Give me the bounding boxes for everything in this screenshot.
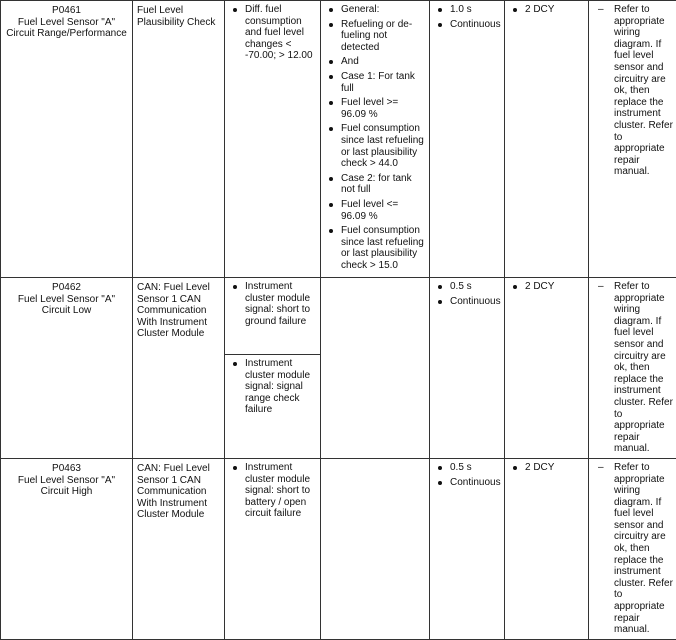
time-required — [430, 278, 505, 459]
malfunction-criteria — [225, 278, 321, 459]
list-item: Diff. fuel consumption and fuel level changes < -70.00; > 12.00 — [228, 4, 317, 62]
dtc-code: P0463 — [4, 463, 129, 475]
list-item: Case 2: for tank not full — [324, 173, 426, 196]
list-item: Fuel consumption since last refueling or last plausibility check > 15.0 — [324, 225, 426, 271]
list-item: Instrument cluster module signal: signal range check failure — [228, 358, 317, 416]
threshold-cell — [321, 458, 430, 639]
malfunction-criteria — [225, 458, 321, 639]
time-required — [430, 1, 505, 278]
list-item: Instrument cluster module signal: short to ground failure — [228, 281, 317, 327]
service-action — [589, 458, 676, 639]
dtc-description: Fuel Level Sensor "A" Circuit Range/Performance — [4, 17, 129, 40]
list-item: Refueling or de-fueling not detected — [324, 19, 426, 54]
list-item: Fuel consumption since last refueling or last plausibility check > 44.0 — [324, 123, 426, 169]
dtc-code: P0461 — [4, 5, 129, 17]
list-item: Case 1: For tank full — [324, 71, 426, 94]
time-required — [430, 458, 505, 639]
list-item: 2 DCY — [508, 4, 585, 16]
monitor-strategy: CAN: Fuel Level Sensor 1 CAN Communication With Instrument Cluster Module — [133, 458, 225, 639]
list-item: 0.5 s — [433, 462, 501, 474]
list-item: 1.0 s — [433, 4, 501, 16]
list-item: 2 DCY — [508, 462, 585, 474]
list-item: Instrument cluster module signal: short to battery / open circuit failure — [228, 462, 317, 520]
list-item: Continuous — [433, 19, 501, 31]
list-item: 2 DCY — [508, 281, 585, 293]
list-item: And — [324, 56, 426, 68]
list-item: Fuel level <= 96.09 % — [324, 199, 426, 222]
dtc-description: Fuel Level Sensor "A" Circuit Low — [4, 294, 129, 317]
list-item: Continuous — [433, 296, 501, 308]
threshold-cell — [321, 1, 430, 278]
table-row — [1, 1, 676, 278]
list-item: – Refer to appropriate wiring diagram. If fuel level sensor and circuitry are ok, then replace the instrument cluster. Refer to appropriate repair manual. — [592, 4, 673, 178]
list-item: General: — [324, 4, 426, 16]
dtc-code: P0462 — [4, 282, 129, 294]
table-row — [1, 458, 676, 639]
monitor-strategy: Fuel Level Plausibility Check — [133, 1, 225, 278]
mil-illumination — [505, 1, 589, 278]
monitor-strategy: CAN: Fuel Level Sensor 1 CAN Communication With Instrument Cluster Module — [133, 278, 225, 459]
service-action — [589, 1, 676, 278]
list-item: Fuel level >= 96.09 % — [324, 97, 426, 120]
malfunction-criteria — [225, 1, 321, 278]
dtc-cell — [1, 278, 133, 459]
mil-illumination — [505, 458, 589, 639]
table-row — [1, 278, 676, 459]
threshold-cell — [321, 278, 430, 459]
mil-illumination — [505, 278, 589, 459]
dtc-cell — [1, 458, 133, 639]
list-item: – Refer to appropriate wiring diagram. If fuel level sensor and circuitry are ok, then replace the instrument cluster. Refer to appropriate repair manual. — [592, 462, 673, 636]
dtc-cell — [1, 1, 133, 278]
list-item: 0.5 s — [433, 281, 501, 293]
list-item: Continuous — [433, 477, 501, 489]
dtc-description: Fuel Level Sensor "A" Circuit High — [4, 475, 129, 498]
list-item: – Refer to appropriate wiring diagram. If fuel level sensor and circuitry are ok, then replace the instrument cluster. Refer to appropriate repair manual. — [592, 281, 673, 455]
service-action — [589, 278, 676, 459]
